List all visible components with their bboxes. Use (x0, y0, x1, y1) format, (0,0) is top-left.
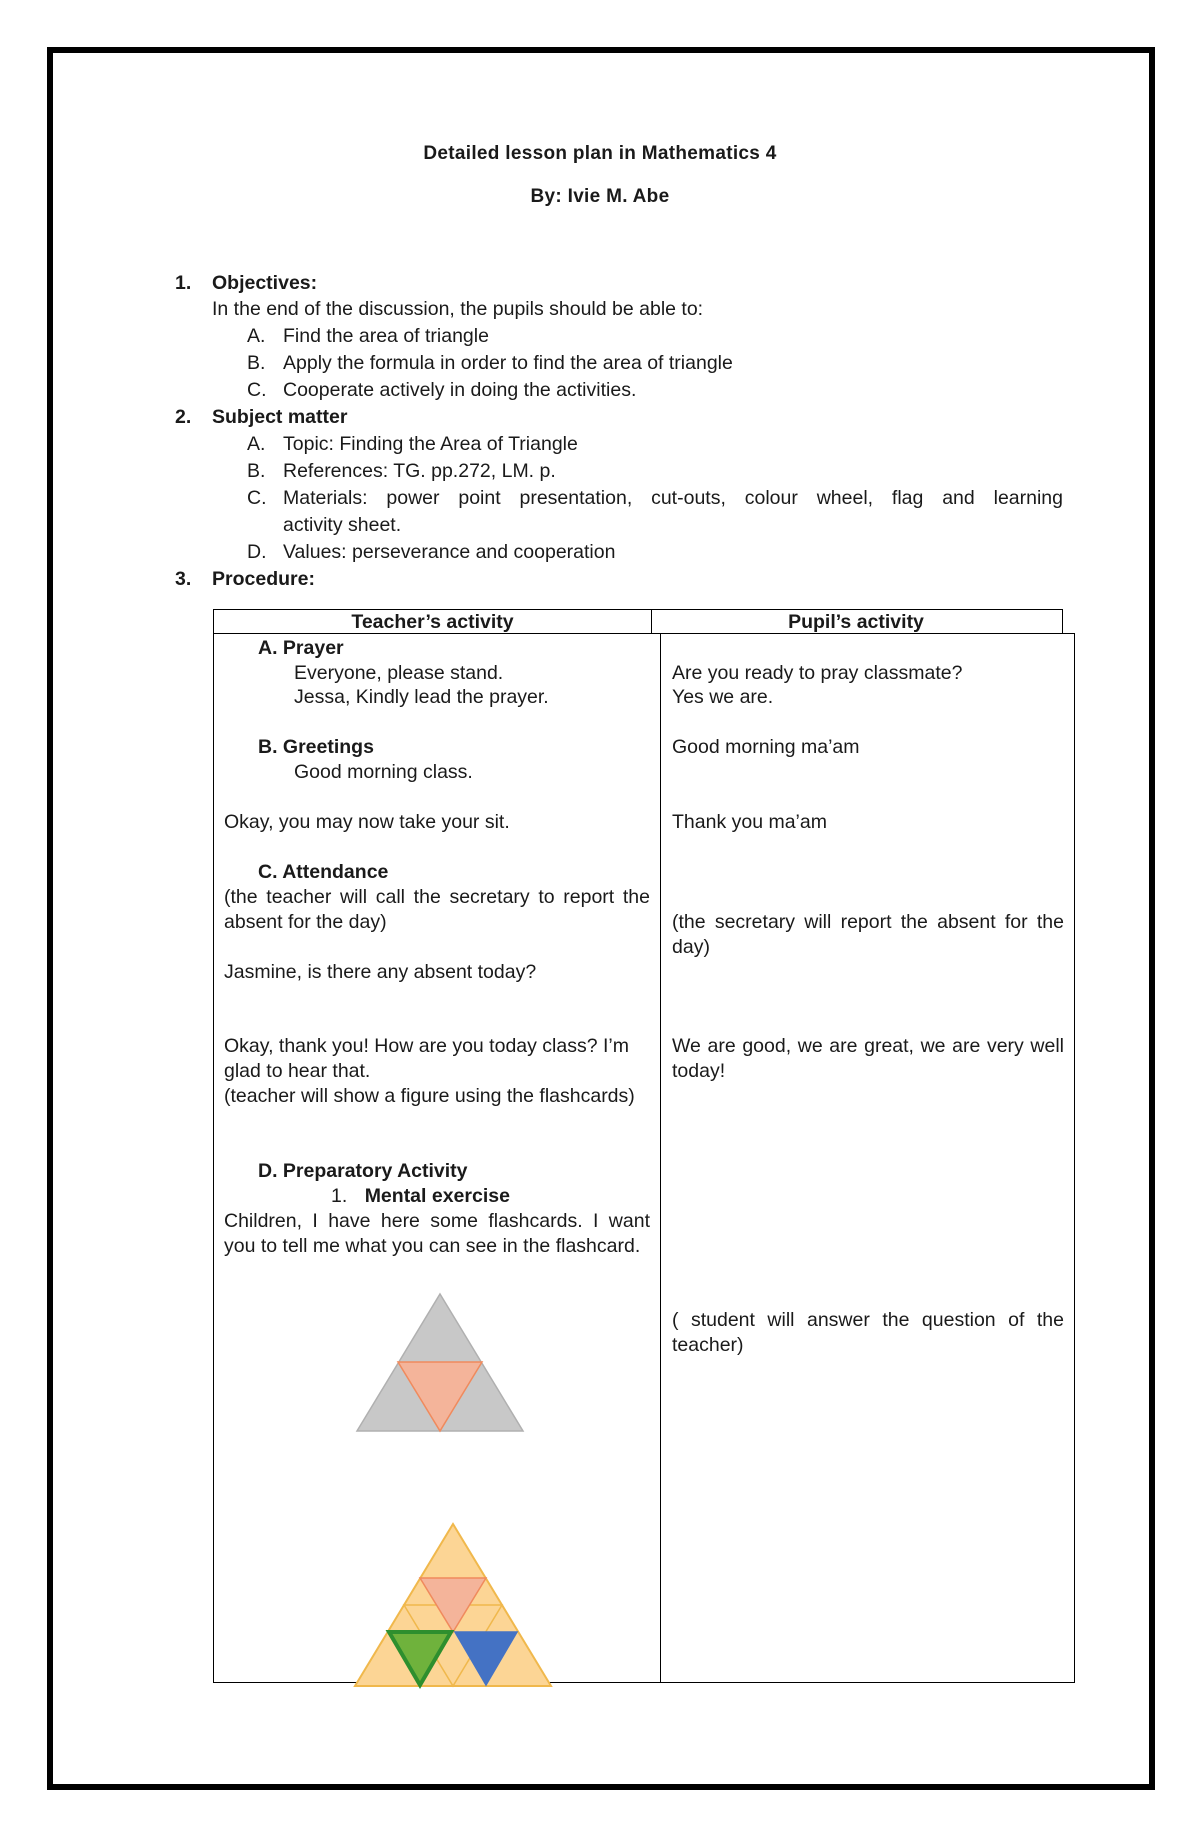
mental-label: Mental exercise (364, 1185, 510, 1207)
attendance-line-1: (the teacher will call the secretary to report the absent for the day) (224, 886, 650, 933)
greetings-line-1: Good morning class. (294, 761, 473, 783)
document-author: By: Ivie M. Abe (530, 186, 670, 207)
objective-text: Apply the formula in order to find the area of triangle (283, 352, 733, 374)
objective-letter: B. (247, 352, 266, 374)
mental-exercise-row (331, 1184, 757, 1209)
subject-letter: C. (247, 487, 267, 509)
subject-text: Materials: power point presentation, cut-outs, colour wheel, flag and learning (283, 487, 1063, 509)
subject-letter: D. (247, 541, 267, 563)
subject-matter-heading: Subject matter (212, 406, 348, 428)
pupil-column-header: Pupil’s activity (788, 611, 924, 633)
objectives-number: 1. (175, 272, 192, 294)
subject-letter: B. (247, 460, 266, 482)
greetings-label: B. Greetings (258, 736, 374, 758)
table-header (213, 609, 1063, 634)
prayer-pupil-1: Are you ready to pray classmate? (672, 662, 963, 684)
teacher-column-header: Teacher’s activity (351, 611, 514, 633)
procedure-heading: Procedure: (212, 568, 315, 590)
preparatory-label: D. Preparatory Activity (258, 1160, 468, 1182)
subject-matter-number: 2. (175, 406, 192, 428)
flashcard-triangle-gray (355, 1290, 525, 1435)
objective-letter: A. (247, 325, 266, 347)
table-column-divider (660, 634, 661, 1682)
flashcard-triangle-colored (351, 1520, 555, 1690)
mental-pupil: ( student will answer the question of the teacher) (672, 1309, 1064, 1356)
subject-letter: A. (247, 433, 266, 455)
objective-text: Find the area of triangle (283, 325, 489, 347)
prayer-line-2: Jessa, Kindly lead the prayer. (294, 686, 549, 708)
attendance-line-2: Jasmine, is there any absent today? (224, 961, 537, 983)
objective-letter: C. (247, 379, 267, 401)
subject-text-cont: activity sheet. (283, 514, 402, 536)
document-title: Detailed lesson plan in Mathematics 4 (423, 143, 777, 164)
attendance-pupil: (the secretary will report the absent for the day) (672, 911, 1064, 958)
okay-pupil: We are good, we are great, we are very well today! (672, 1035, 1064, 1082)
okay-line-2: (teacher will show a figure using the flashcards) (224, 1085, 635, 1107)
procedure-number: 3. (175, 568, 192, 590)
table-body (213, 633, 1075, 1683)
objectives-intro: In the end of the discussion, the pupils should be able to: (212, 298, 704, 320)
objective-text: Cooperate actively in doing the activities. (283, 379, 637, 401)
attendance-label: C. Attendance (258, 861, 389, 883)
sit-line: Okay, you may now take your sit. (224, 811, 510, 833)
sit-pupil: Thank you ma’am (672, 811, 827, 833)
prayer-pupil-2: Yes we are. (672, 686, 774, 708)
mental-instruction: Children, I have here some flashcards. I want you to tell me what you can see in the flashcard. (224, 1210, 650, 1257)
subject-text: Topic: Finding the Area of Triangle (283, 433, 578, 455)
greetings-pupil: Good morning ma’am (672, 736, 860, 758)
subject-text: References: TG. pp.272, LM. p. (283, 460, 556, 482)
prayer-label: A. Prayer (258, 637, 344, 659)
mental-number: 1. (331, 1185, 348, 1207)
okay-line: Okay, thank you! How are you today class? I’m glad to hear that. (224, 1035, 629, 1082)
objectives-heading: Objectives: (212, 272, 318, 294)
prayer-line-1: Everyone, please stand. (294, 662, 504, 684)
subject-text: Values: perseverance and cooperation (283, 541, 616, 563)
